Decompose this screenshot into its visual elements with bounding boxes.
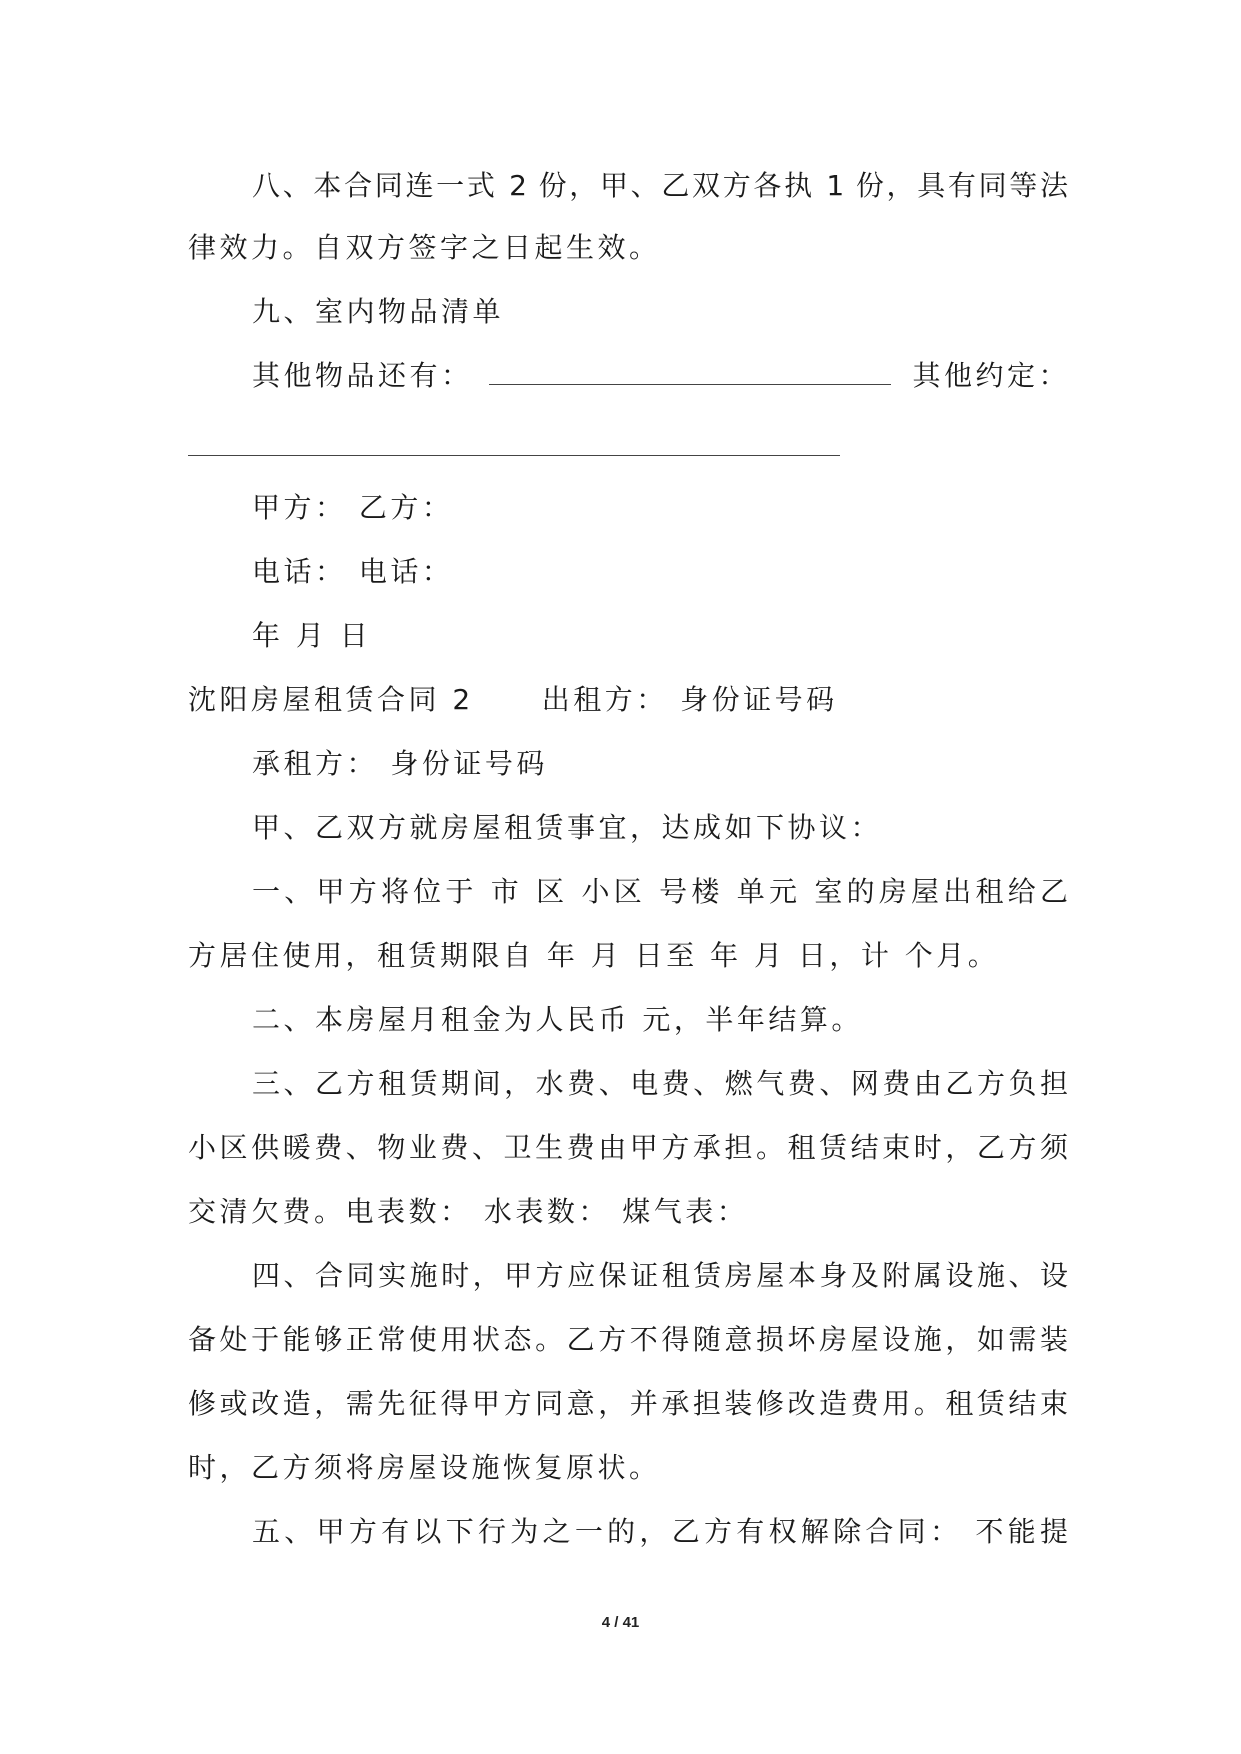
clause-4-line-3: 修或改造，需先征得甲方同意，并承担装修改造费用。租赁结束	[188, 1387, 1068, 1420]
page-number: 4 / 41	[601, 1614, 640, 1631]
preamble: 甲、乙双方就房屋租赁事宜，达成如下协议：	[252, 811, 883, 844]
section-8-line-1: 八、本合同连一式 2 份，甲、乙双方各执 1 份，具有同等法	[252, 169, 1068, 202]
clause-4-line-4: 时，乙方须将房屋设施恢复原状。	[188, 1451, 661, 1484]
signature-date: 年 月 日	[252, 619, 372, 652]
lessee-line: 承租方： 身份证号码	[252, 747, 548, 780]
signature-parties: 甲方： 乙方：	[252, 491, 454, 524]
other-terms-label: 其他约定：	[912, 359, 1071, 392]
section-9-heading: 九、室内物品清单	[252, 295, 505, 328]
clause-3-line-3: 交清欠费。电表数： 水表数： 煤气表：	[188, 1195, 749, 1228]
other-items-row	[252, 356, 1132, 396]
clause-5-line-1: 五、甲方有以下行为之一的，乙方有权解除合同： 不能提	[252, 1515, 1068, 1548]
clause-3-line-1: 三、乙方租赁期间，水费、电费、燃气费、网费由乙方负担	[252, 1067, 1068, 1100]
other-terms-blank	[188, 455, 840, 456]
other-items-blank	[489, 360, 891, 385]
clause-2: 二、本房屋月租金为人民币 元，半年结算。	[252, 1003, 863, 1036]
contract-2-header-row	[188, 680, 1068, 720]
contract-2-title: 沈阳房屋租赁合同 2	[188, 683, 474, 716]
signature-phones: 电话： 电话：	[252, 555, 454, 588]
clause-3-line-2: 小区供暖费、物业费、卫生费由甲方承担。租赁结束时，乙方须	[188, 1131, 1068, 1164]
clause-1-line-2: 方居住使用，租赁期限自 年 月 日至 年 月 日，计 个月。	[188, 939, 1000, 972]
other-items-label: 其他物品还有：	[252, 359, 473, 392]
lessor-line: 出租方： 身份证号码	[541, 683, 838, 716]
clause-1-line-1: 一、甲方将位于 市 区 小区 号楼 单元 室的房屋出租给乙	[252, 875, 1068, 908]
clause-4-line-2: 备处于能够正常使用状态。乙方不得随意损坏房屋设施，如需装	[188, 1323, 1068, 1356]
clause-4-line-1: 四、合同实施时，甲方应保证租赁房屋本身及附属设施、设	[252, 1259, 1068, 1292]
section-8-line-2: 律效力。自双方签字之日起生效。	[188, 231, 661, 264]
